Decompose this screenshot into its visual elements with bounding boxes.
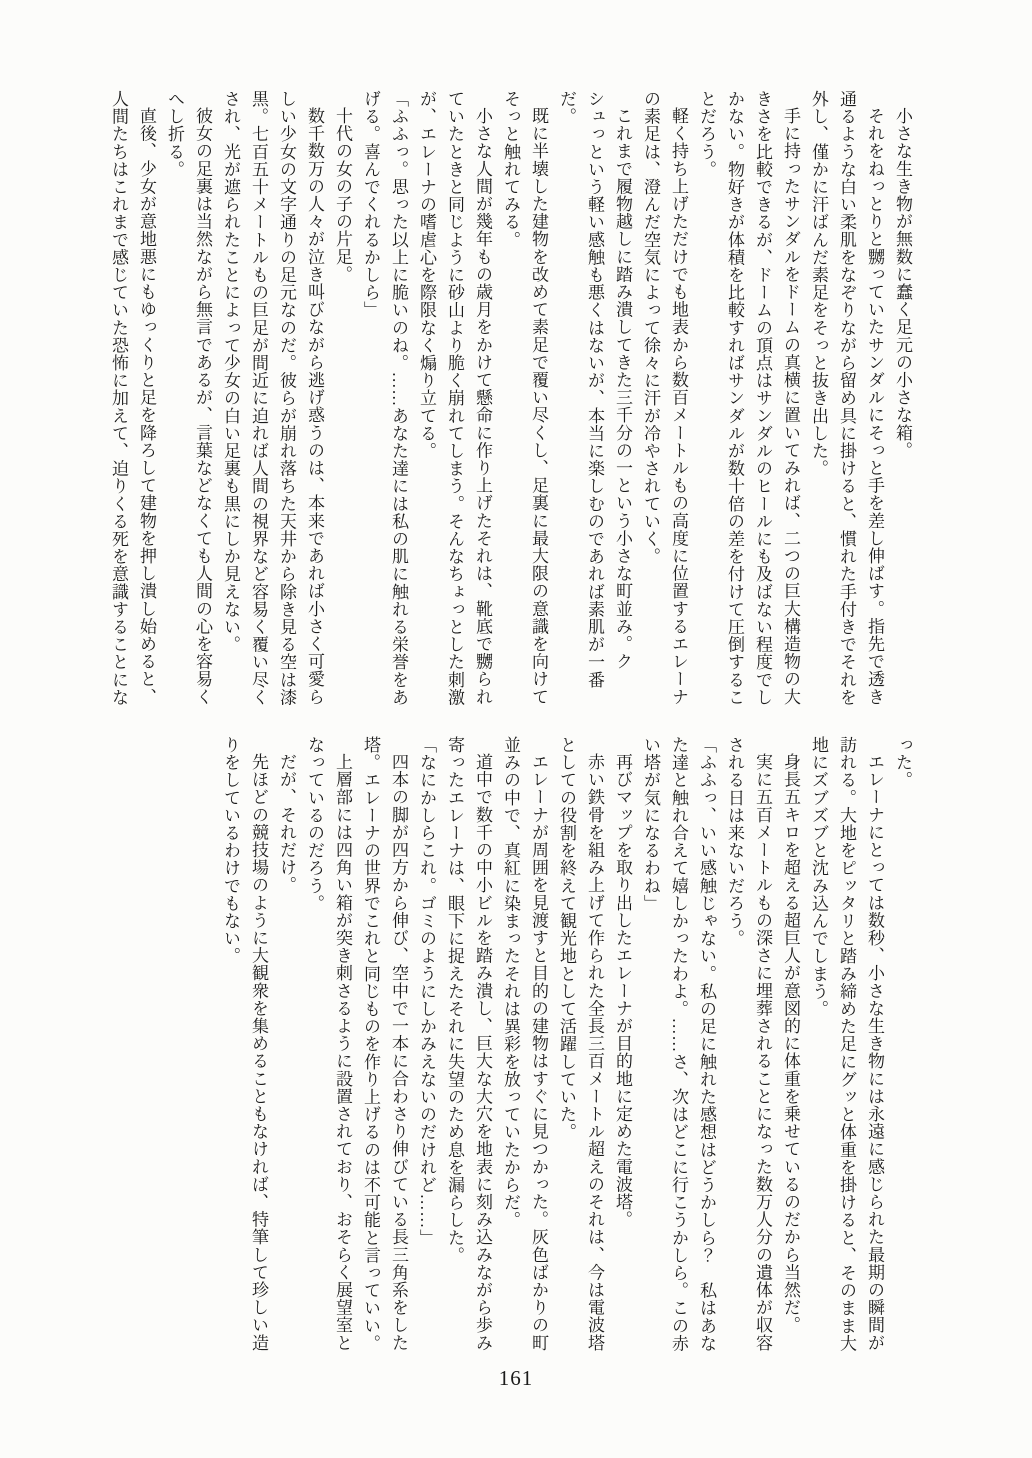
text-block-lower <box>116 736 916 1358</box>
paragraph: 小さな生き物が無数に蠢く足元の小さな箱。 <box>893 107 912 459</box>
paragraph: 再びマップを取り出したエレーナが目的地に定めた電波塔。 <box>613 753 632 1229</box>
paragraph: だが、それだけ。 <box>277 753 296 894</box>
paragraph: 身長五キロを超える超巨人が意図的に体重を乗せているのだから当然だ。 <box>781 753 800 1334</box>
paragraph: これまで履物越しに踏み潰してきた三千分の一という小さな町並み。クシュっという軽い感触も悪くはないが、本当に楽しむのであれば素肌が一番だ。 <box>557 90 632 689</box>
paragraph: エレーナが周囲を見渡すと目的の建物はすぐに見つかった。灰色ばかりの町並みの中で、真紅に染まったそれは異彩を放っていたからだ。 <box>501 736 548 1352</box>
paragraph: それをねっとりと嬲っていたサンダルにそっと手を差し伸ばす。指先で透き通るような白い柔肌をなぞりながら留め具に掛けると、慣れた手付きでそれを外し、僅かに汗ばんだ素足をそっと抜き出した。 <box>809 90 884 706</box>
paragraph: エレーナにとっては数秒、小さな生き物には永遠に感じられた最期の瞬間が訪れる。大地をピッタリと踏み締めた足にグッと体重を掛けると、そのまま大地にズブズブと沈み込んでしまう。 <box>809 736 884 1352</box>
paragraph: 四本の脚が四方から伸び、空中で一本に合わさり伸びている長三角系をした塔。エレーナの世界でこれと同じものを作り上げるのは不可能と言っていい。 <box>361 736 408 1352</box>
paragraph: 小さな人間が幾年もの歳月をかけて懸命に作り上げたそれは、靴底で嬲られていたときと同じように砂山より脆く崩れてしまう。そんなちょっとした刺激が、エレーナの嗜虐心を際限なく煽り立てる。 <box>417 90 492 706</box>
paragraph: 道中で数千の中小ビルを踏み潰し、巨大な大穴を地表に刻み込みながら歩み寄ったエレーナは、眼下に捉えたそれに失望のため息を漏らした。 <box>445 736 492 1352</box>
paragraph: 「ふふっ、いい感触じゃない。私の足に触れた感想はどうかしら？ 私はあなた達と触れ合えて嬉しかったわよ。……さ、次はどこに行こうかしら。この赤い塔が気になるわね」 <box>641 736 716 1352</box>
paragraph: 「ふふっ。思った以上に脆いのね。……あなた達には私の肌に触れる栄誉をあげる。喜んでくれるかしら」 <box>361 90 408 706</box>
paragraph: 上層部には四角い箱が突き刺さるように設置されており、おそらく展望室となっているのだろう。 <box>305 736 352 1352</box>
paragraph: 赤い鉄骨を組み上げて作られた全長三百メートル超えのそれは、今は電波塔としての役割を終えて観光地として活躍していた。 <box>557 736 604 1352</box>
paragraph: 十代の女の子の片足。 <box>333 107 352 283</box>
paragraph: 実に五百メートルもの深さに埋葬されることになった数万人分の遺体が収容される日は来ないだろう。 <box>725 736 772 1352</box>
paragraph: 「なにかしらこれ。ゴミのようにしかみえないのだけれど……」 <box>417 736 436 1247</box>
paragraph: 直後、少女が意地悪にもゆっくりと足を降ろして建物を押し潰し始めると、人間たちはこれまで感じていた恐怖に加えて、迫りくる死を意識することにな <box>109 90 156 706</box>
paragraph: 彼女の足裏は当然ながら無言であるが、言葉などなくても人間の心を容易くへし折る。 <box>165 90 212 706</box>
paragraph: 数千数万の人々が泣き叫びながら逃げ惑うのは、本来であれば小さく可愛らしい少女の文字通りの足元なのだ。彼らが崩れ落ちた天井から除き見る空は漆黒。七百五十メートルもの巨足が間近に迫れば人間の視界など容易く覆い尽くされ、光が遮られたことによって少女の白い足裏も黒にしか見えない。 <box>221 90 324 706</box>
paragraph: った。 <box>893 736 912 789</box>
paragraph: 先ほどの競技場のように大観衆を集めることもなければ、特筆して珍しい造りをしているわけでもない。 <box>221 736 268 1352</box>
page-number: 161 <box>498 1366 534 1390</box>
paragraph: 軽く持ち上げただけでも地表から数百メートルもの高度に位置するエレーナの素足は、澄んだ空気によって徐々に汗が冷やされていく。 <box>641 90 688 706</box>
text-block-upper <box>109 90 916 712</box>
paragraph: 手に持ったサンダルをドームの真横に置いてみれば、二つの巨大構造物の大きさを比較できるが、ドームの頂点はサンダルのヒールにも及ばない程度でしかない。物好きが体積を比較すればサンダルが数十倍の差を付けて圧倒することだろう。 <box>697 90 800 706</box>
paragraph: 既に半壊した建物を改めて素足で覆い尽くし、足裏に最大限の意識を向けてそっと触れてみる。 <box>501 90 548 706</box>
